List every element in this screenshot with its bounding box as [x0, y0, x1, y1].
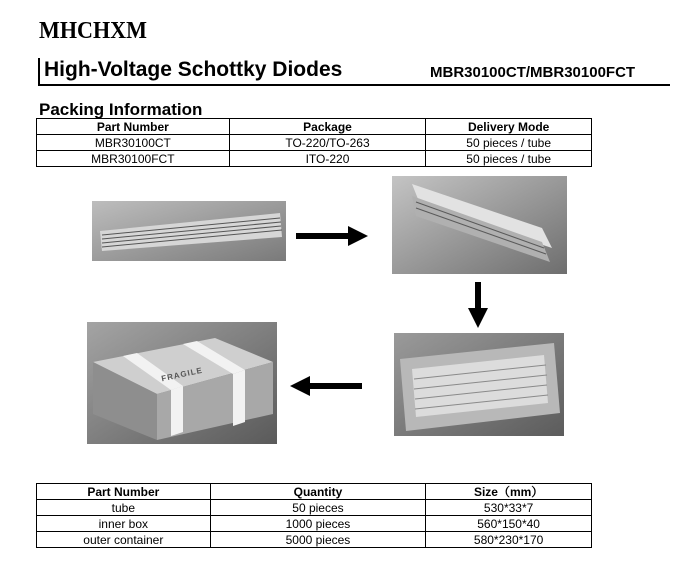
arrow-right-icon — [296, 226, 368, 246]
part-numbers: MBR30100CT/MBR30100FCT — [430, 64, 636, 81]
page-title: High-Voltage Schottky Diodes — [44, 58, 343, 81]
arrow-left-icon — [290, 376, 362, 396]
column-header: Quantity — [210, 484, 426, 500]
table-cell: tube — [37, 500, 211, 516]
outer-container-illustration — [87, 322, 277, 444]
table-cell: outer container — [37, 532, 211, 548]
table-cell: 50 pieces / tube — [426, 135, 592, 151]
tube-photo — [92, 201, 286, 261]
column-header: Part Number — [37, 119, 230, 135]
fragile-print: FRAGILE — [160, 365, 204, 384]
table-row — [37, 532, 592, 548]
table-cell: 580*230*170 — [426, 532, 592, 548]
size-table — [36, 483, 592, 548]
title-left-rule — [38, 58, 40, 86]
table-row — [37, 135, 592, 151]
packing-table — [36, 118, 592, 167]
table-cell: 50 pieces / tube — [426, 151, 592, 167]
table-cell: MBR30100CT — [37, 135, 230, 151]
table-cell: 530*33*7 — [426, 500, 592, 516]
table-row — [37, 516, 592, 532]
table-header-row — [37, 484, 592, 500]
table-row — [37, 500, 592, 516]
table-cell: inner box — [37, 516, 211, 532]
brand-logo: MHCHXM — [39, 18, 147, 44]
inner-box-photo — [392, 176, 567, 274]
table-row — [37, 151, 592, 167]
table-cell: 50 pieces — [210, 500, 426, 516]
column-header: Part Number — [37, 484, 211, 500]
table-cell: TO-220/TO-263 — [229, 135, 426, 151]
table-cell: 560*150*40 — [426, 516, 592, 532]
table-cell: 5000 pieces — [210, 532, 426, 548]
table-header-row — [37, 119, 592, 135]
column-header: Delivery Mode — [426, 119, 592, 135]
open-carton-photo — [394, 333, 564, 436]
table-cell: 1000 pieces — [210, 516, 426, 532]
table-cell: ITO-220 — [229, 151, 426, 167]
section-heading: Packing Information — [39, 100, 203, 119]
outer-container-photo — [87, 322, 277, 444]
table-cell: MBR30100FCT — [37, 151, 230, 167]
title-underline — [38, 84, 670, 86]
column-header: Size（mm） — [426, 484, 592, 500]
column-header: Package — [229, 119, 426, 135]
arrow-down-icon — [468, 282, 488, 328]
